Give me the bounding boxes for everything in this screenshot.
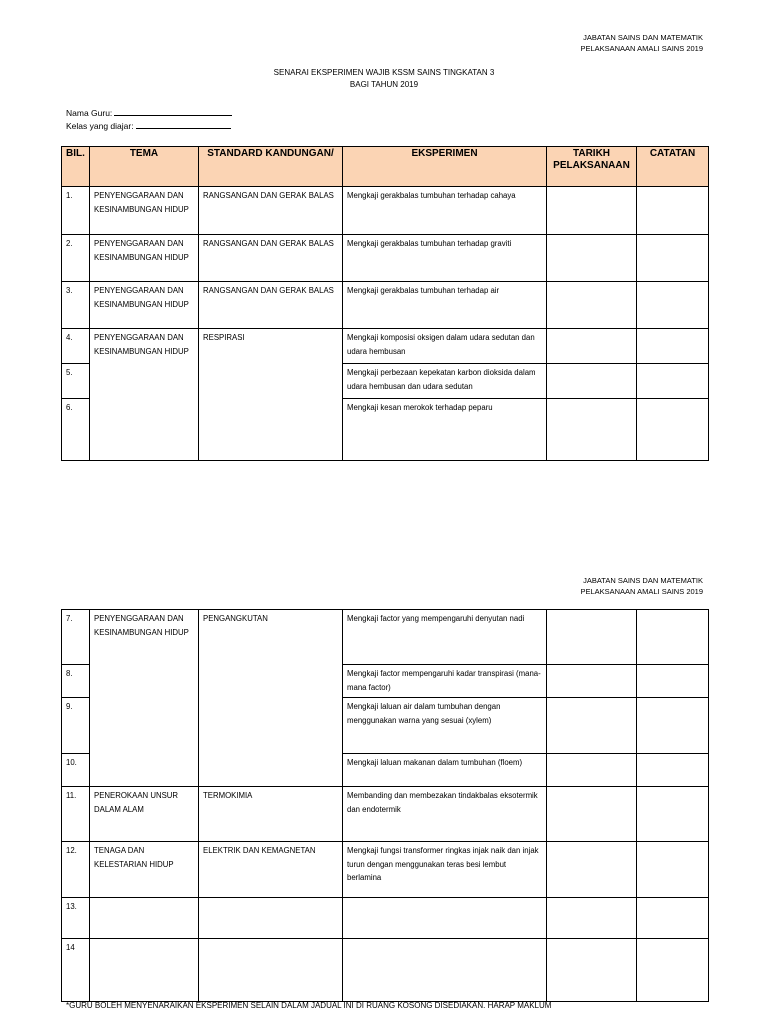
cell-bil: 5. <box>62 364 90 399</box>
cell-standard: RANGSANGAN DAN GERAK BALAS <box>199 187 343 235</box>
cell-catatan[interactable] <box>637 187 709 235</box>
cell-tema: PENYENGGARAAN DAN KESINAMBUNGAN HIDUP <box>90 329 199 461</box>
table-row <box>62 842 709 898</box>
cell-tarikh[interactable] <box>547 665 637 698</box>
cell-catatan[interactable] <box>637 754 709 787</box>
cell-standard: RANGSANGAN DAN GERAK BALAS <box>199 282 343 329</box>
cell-catatan[interactable] <box>637 939 709 1002</box>
cell-tarikh[interactable] <box>547 399 637 461</box>
cell-bil: 3. <box>62 282 90 329</box>
cell-bil: 10. <box>62 754 90 787</box>
cell-standard[interactable] <box>199 898 343 939</box>
cell-tarikh[interactable] <box>547 698 637 754</box>
cell-tarikh[interactable] <box>547 364 637 399</box>
cell-bil: 4. <box>62 329 90 364</box>
cell-eksperimen: Mengkaji fungsi transformer ringkas injak naik dan injak turun dengan menggunakan teras besi lembut berlamina <box>343 842 547 898</box>
cell-eksperimen: Mengkaji factor mempengaruhi kadar transpirasi (mana-mana factor) <box>343 665 547 698</box>
cell-eksperimen: Mengkaji laluan air dalam tumbuhan dengan menggunakan warna yang sesuai (xylem) <box>343 698 547 754</box>
header-eksperimen: EKSPERIMEN <box>343 147 547 187</box>
cell-bil: 11. <box>62 787 90 842</box>
cell-standard[interactable] <box>199 939 343 1002</box>
cell-tema: PENEROKAAN UNSUR DALAM ALAM <box>90 787 199 842</box>
cell-eksperimen[interactable] <box>343 939 547 1002</box>
table-row <box>62 282 709 329</box>
cell-tarikh[interactable] <box>547 898 637 939</box>
title-line-1: SENARAI EKSPERIMEN WAJIB KSSM SAINS TINGKATAN 3 <box>273 68 495 77</box>
cell-catatan[interactable] <box>637 898 709 939</box>
table-row <box>62 187 709 235</box>
cell-tarikh[interactable] <box>547 754 637 787</box>
program-name: PELAKSANAAN AMALI SAINS 2019 <box>580 587 703 596</box>
cell-eksperimen: Mengkaji gerakbalas tumbuhan terhadap cahaya <box>343 187 547 235</box>
cell-catatan[interactable] <box>637 364 709 399</box>
table-row <box>62 610 709 665</box>
cell-bil: 8. <box>62 665 90 698</box>
cell-catatan[interactable] <box>637 787 709 842</box>
cell-tarikh[interactable] <box>547 187 637 235</box>
teacher-name-field <box>66 106 232 119</box>
cell-standard: ELEKTRIK DAN KEMAGNETAN <box>199 842 343 898</box>
footnote: *GURU BOLEH MENYENARAIKAN EKSPERIMEN SELAIN DALAM JADUAL INI DI RUANG KOSONG DISEDIAKAN. HARAP MAKLUM <box>66 1001 552 1010</box>
header-tarikh: TARIKH PELAKSANAAN <box>547 147 637 187</box>
cell-catatan[interactable] <box>637 610 709 665</box>
cell-bil: 12. <box>62 842 90 898</box>
program-name: PELAKSANAAN AMALI SAINS 2019 <box>580 44 703 53</box>
cell-tarikh[interactable] <box>547 939 637 1002</box>
cell-catatan[interactable] <box>637 698 709 754</box>
cell-bil: 9. <box>62 698 90 754</box>
cell-bil: 1. <box>62 187 90 235</box>
class-field <box>66 119 231 132</box>
cell-eksperimen: Membanding dan membezakan tindakbalas eksotermik dan endotermik <box>343 787 547 842</box>
header-catatan: CATATAN <box>637 147 709 187</box>
teacher-name-blank[interactable] <box>114 106 232 116</box>
cell-catatan[interactable] <box>637 842 709 898</box>
cell-bil: 6. <box>62 399 90 461</box>
experiment-table-2 <box>61 609 709 1002</box>
cell-catatan[interactable] <box>637 282 709 329</box>
teacher-name-label: Nama Guru: <box>66 108 113 118</box>
table-row <box>62 939 709 1002</box>
cell-tema[interactable] <box>90 898 199 939</box>
cell-tarikh[interactable] <box>547 329 637 364</box>
class-label: Kelas yang diajar: <box>66 121 134 131</box>
cell-eksperimen: Mengkaji laluan makanan dalam tumbuhan (floem) <box>343 754 547 787</box>
document-title <box>0 67 768 91</box>
cell-catatan[interactable] <box>637 399 709 461</box>
cell-standard: RANGSANGAN DAN GERAK BALAS <box>199 235 343 282</box>
department-header-page-2 <box>580 575 703 597</box>
cell-tema: PENYENGGARAAN DAN KESINAMBUNGAN HIDUP <box>90 282 199 329</box>
header-tema: TEMA <box>90 147 199 187</box>
title-line-2: BAGI TAHUN 2019 <box>349 80 419 89</box>
cell-tarikh[interactable] <box>547 282 637 329</box>
department-header <box>580 32 703 54</box>
class-blank[interactable] <box>136 119 231 129</box>
cell-eksperimen: Mengkaji gerakbalas tumbuhan terhadap air <box>343 282 547 329</box>
cell-tarikh[interactable] <box>547 610 637 665</box>
table-row <box>62 787 709 842</box>
cell-tema: PENYENGGARAAN DAN KESINAMBUNGAN HIDUP <box>90 187 199 235</box>
cell-eksperimen[interactable] <box>343 898 547 939</box>
cell-catatan[interactable] <box>637 235 709 282</box>
table-row <box>62 235 709 282</box>
cell-catatan[interactable] <box>637 665 709 698</box>
cell-bil: 14 <box>62 939 90 1002</box>
cell-bil: 2. <box>62 235 90 282</box>
cell-eksperimen: Mengkaji gerakbalas tumbuhan terhadap graviti <box>343 235 547 282</box>
cell-tarikh[interactable] <box>547 787 637 842</box>
cell-eksperimen: Mengkaji perbezaan kepekatan karbon dioksida dalam udara hembusan dan udara sedutan <box>343 364 547 399</box>
cell-bil: 7. <box>62 610 90 665</box>
cell-bil: 13. <box>62 898 90 939</box>
table-row <box>62 329 709 364</box>
table-row <box>62 898 709 939</box>
cell-standard: TERMOKIMIA <box>199 787 343 842</box>
cell-tema: PENYENGGARAAN DAN KESINAMBUNGAN HIDUP <box>90 610 199 787</box>
cell-tema[interactable] <box>90 939 199 1002</box>
cell-standard: PENGANGKUTAN <box>199 610 343 787</box>
department-name: JABATAN SAINS DAN MATEMATIK <box>583 33 703 42</box>
table-header-row <box>62 147 709 187</box>
cell-tema: PENYENGGARAAN DAN KESINAMBUNGAN HIDUP <box>90 235 199 282</box>
header-standard: STANDARD KANDUNGAN/ <box>199 147 343 187</box>
cell-eksperimen: Mengkaji factor yang mempengaruhi denyutan nadi <box>343 610 547 665</box>
cell-eksperimen: Mengkaji kesan merokok terhadap peparu <box>343 399 547 461</box>
header-bil: BIL. <box>62 147 90 187</box>
cell-tema: TENAGA DAN KELESTARIAN HIDUP <box>90 842 199 898</box>
cell-catatan[interactable] <box>637 329 709 364</box>
department-name: JABATAN SAINS DAN MATEMATIK <box>583 576 703 585</box>
cell-tarikh[interactable] <box>547 842 637 898</box>
cell-tarikh[interactable] <box>547 235 637 282</box>
cell-eksperimen: Mengkaji komposisi oksigen dalam udara sedutan dan udara hembusan <box>343 329 547 364</box>
cell-standard: RESPIRASI <box>199 329 343 461</box>
experiment-table-1 <box>61 146 709 461</box>
